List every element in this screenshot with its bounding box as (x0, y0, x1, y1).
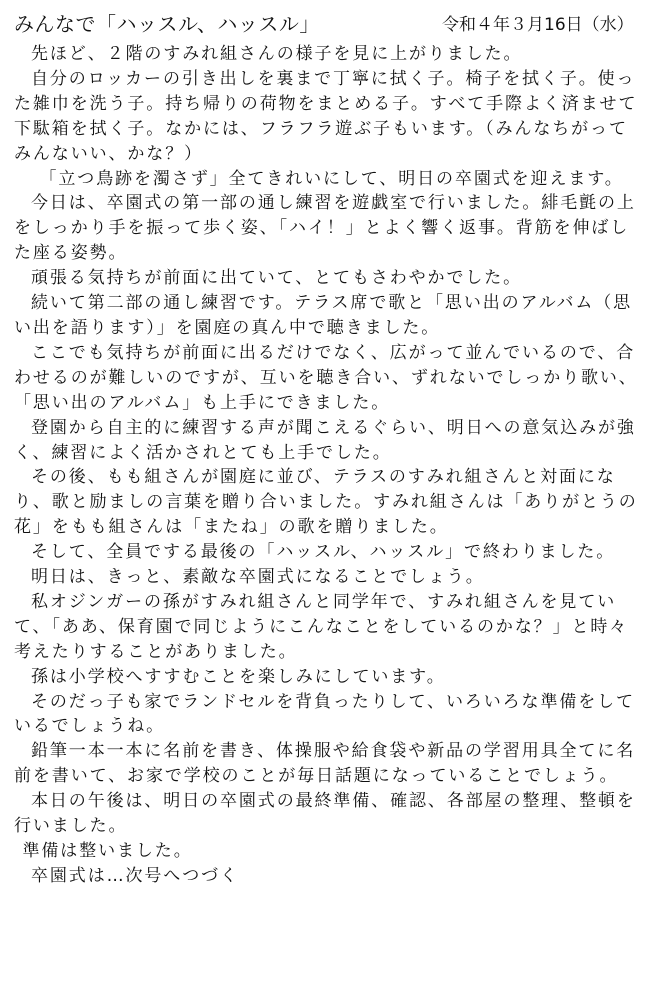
paragraph-11: 明日は、きっと、素敵な卒園式になることでしょう。 (31, 567, 485, 588)
paragraph-17: 準備は整いました。 (22, 841, 193, 861)
paragraph-12: 私オジンガーの孫がすみれ組さんと同学年で、すみれ組さんを見ていて、「ああ、保育園で同じようにこんなことをしているのかな？」と時々考えたりすることがありました。 (14, 591, 629, 662)
paragraph-8: 登園から自主的に練習する声が聞こえるぐらい、明日への意気込みが強く、練習によく活かされとても上手でした。 (14, 417, 636, 463)
paragraph-3: 「立つ鳥跡を濁さず」全てきれいにして、明日の卒園式を迎えます。 (39, 168, 624, 189)
paragraph-13: 孫は小学校へすすむことを楽しみにしています。 (31, 666, 446, 687)
document-body (14, 42, 638, 889)
paragraph-9: その後、もも組さんが園庭に並び、テラスのすみれ組さんと対面になり、歌と励ましの言葉を贈り合いました。すみれ組さんは「ありがとうの花」をもも組さんは「またね」の歌を贈りました。 (14, 467, 638, 538)
document-title: みんなで「ハッスル、ハッスル」 (14, 12, 320, 36)
paragraph-18: 卒園式は…次号へつづく (31, 865, 239, 886)
paragraph-7: ここでも気持ちが前面に出るだけでなく、広がって並んでいるので、合わせるのが難しいのですが、互いを聴き合い、ずれないでしっかり歌い、「思い出のアルバム」も上手にできました。 (14, 342, 638, 413)
paragraph-10: そして、全員でする最後の「ハッスル、ハッスル」で終わりました。 (31, 542, 616, 563)
paragraph-5: 頑張る気持ちが前面に出ていて、とてもさわやかでした。 (31, 268, 523, 289)
paragraph-15: 鉛筆一本一本に名前を書き、体操服や給食袋や新品の学習用具全てに名前を書いて、お家で学校のことが毎日話題になっていることでしょう。 (14, 741, 636, 787)
paragraph-1: 先ほど、２階のすみれ組さんの様子を見に上がりました。 (31, 44, 523, 64)
document-date: 令和４年３月16日（水） (442, 15, 634, 35)
paragraph-16: 本日の午後は、明日の卒園式の最終準備、確認、各部屋の整理、整頓を行いました。 (14, 791, 636, 837)
paragraph-2: 自分のロッカーの引き出しを裏まで丁寧に拭く子。椅子を拭く子。使った雑巾を洗う子。持ち帰りの荷物をまとめる子。すべて手際よく済ませて下駄箱を拭く子。なかには、フラフラ遊ぶ子もいます。（みんなちがってみんないい、かな？） (14, 68, 638, 164)
document-header (14, 6, 636, 34)
paragraph-4: 今日は、卒園式の第一部の通し練習を遊戯室で行いました。緋毛氈の上をしっかり手を振って歩く姿、「ハイ！」とよく響く返事。背筋を伸ばした座る姿勢。 (14, 193, 636, 264)
paragraph-6: 続いて第二部の通し練習です。テラス席で歌と「思い出のアルバム（思い出を語ります）」を園庭の真ん中で聴きました。 (14, 293, 633, 338)
paragraph-14: そのだっ子も家でランドセルを背負ったりして、いろいろな準備をしているでしょうね。 (14, 691, 635, 737)
